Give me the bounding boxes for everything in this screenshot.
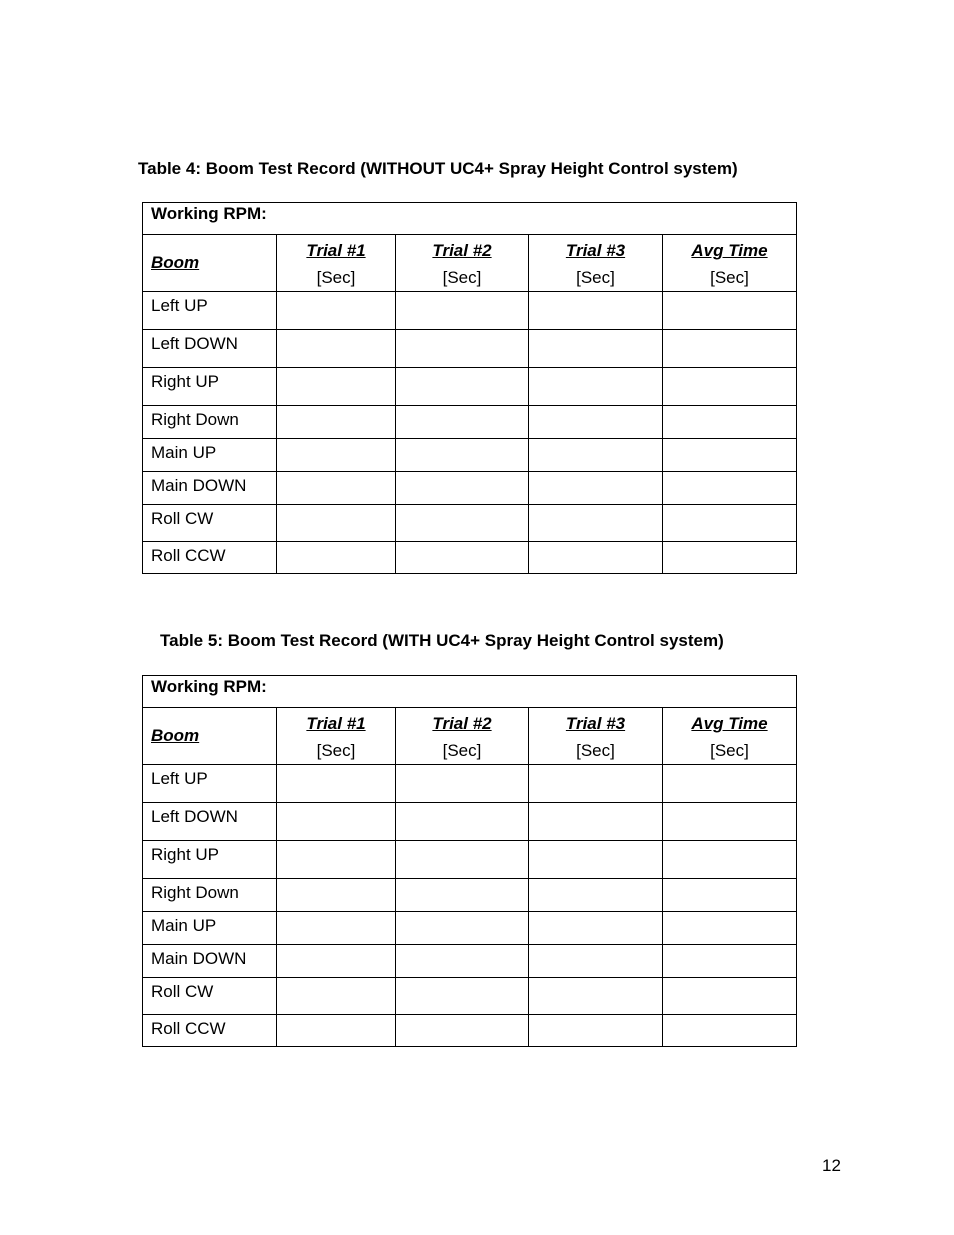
column-title: Avg Time xyxy=(691,714,768,733)
entry-cell[interactable] xyxy=(277,439,396,472)
working-rpm-label: Working RPM: xyxy=(143,676,797,708)
entry-cell[interactable] xyxy=(663,330,797,368)
entry-cell[interactable] xyxy=(277,879,396,912)
boom-column-header: Boom xyxy=(143,235,277,292)
row-label: Right UP xyxy=(143,368,277,406)
entry-cell[interactable] xyxy=(663,542,797,574)
column-title: Trial #2 xyxy=(432,241,492,260)
entry-cell[interactable] xyxy=(277,406,396,439)
row-label: Roll CW xyxy=(143,978,277,1015)
table-row xyxy=(143,292,797,330)
boom-column-header: Boom xyxy=(143,708,277,765)
entry-cell[interactable] xyxy=(663,472,797,505)
column-title: Trial #1 xyxy=(306,714,366,733)
table-row xyxy=(143,912,797,945)
table-row xyxy=(143,439,797,472)
entry-cell[interactable] xyxy=(396,292,529,330)
row-label: Main DOWN xyxy=(143,945,277,978)
entry-cell[interactable] xyxy=(663,978,797,1015)
entry-cell[interactable] xyxy=(396,406,529,439)
trial-2-header xyxy=(396,708,529,765)
table-row xyxy=(143,505,797,542)
column-title: Trial #3 xyxy=(565,714,626,733)
entry-cell[interactable] xyxy=(396,841,529,879)
entry-cell[interactable] xyxy=(396,542,529,574)
table-row xyxy=(143,406,797,439)
entry-cell[interactable] xyxy=(396,803,529,841)
table-row xyxy=(143,765,797,803)
table-row xyxy=(143,978,797,1015)
entry-cell[interactable] xyxy=(396,1015,529,1047)
table-row xyxy=(143,368,797,406)
entry-cell[interactable] xyxy=(529,879,663,912)
row-label: Roll CCW xyxy=(143,542,277,574)
column-unit: [Sec] xyxy=(442,268,482,287)
trial-3-header xyxy=(529,235,663,292)
row-label: Right Down xyxy=(143,406,277,439)
entry-cell[interactable] xyxy=(396,945,529,978)
column-unit: [Sec] xyxy=(576,741,615,760)
table-row xyxy=(143,1015,797,1047)
entry-cell[interactable] xyxy=(663,292,797,330)
table-row xyxy=(143,945,797,978)
entry-cell[interactable] xyxy=(529,978,663,1015)
entry-cell[interactable] xyxy=(529,1015,663,1047)
column-title: Avg Time xyxy=(691,241,768,260)
entry-cell[interactable] xyxy=(663,841,797,879)
column-unit: [Sec] xyxy=(710,741,749,760)
trial-3-header xyxy=(529,708,663,765)
column-title: Trial #3 xyxy=(565,241,626,260)
column-unit: [Sec] xyxy=(710,268,749,287)
table-row xyxy=(143,841,797,879)
entry-cell[interactable] xyxy=(529,368,663,406)
entry-cell[interactable] xyxy=(663,406,797,439)
entry-cell[interactable] xyxy=(277,803,396,841)
entry-cell[interactable] xyxy=(529,505,663,542)
avg-time-header xyxy=(663,708,797,765)
entry-cell[interactable] xyxy=(277,841,396,879)
entry-cell[interactable] xyxy=(663,505,797,542)
entry-cell[interactable] xyxy=(277,1015,396,1047)
table-row xyxy=(143,542,797,574)
entry-cell[interactable] xyxy=(396,505,529,542)
entry-cell[interactable] xyxy=(396,912,529,945)
entry-cell[interactable] xyxy=(529,765,663,803)
column-unit: [Sec] xyxy=(442,741,482,760)
table-row xyxy=(143,803,797,841)
column-title: Trial #1 xyxy=(306,241,366,260)
row-label: Right UP xyxy=(143,841,277,879)
entry-cell[interactable] xyxy=(529,803,663,841)
table-row xyxy=(143,330,797,368)
entry-cell[interactable] xyxy=(529,330,663,368)
entry-cell[interactable] xyxy=(277,505,396,542)
row-label: Left UP xyxy=(143,292,277,330)
row-label: Main DOWN xyxy=(143,472,277,505)
entry-cell[interactable] xyxy=(396,879,529,912)
entry-cell[interactable] xyxy=(396,368,529,406)
entry-cell[interactable] xyxy=(663,439,797,472)
column-unit: [Sec] xyxy=(316,741,356,760)
column-unit: [Sec] xyxy=(576,268,615,287)
entry-cell[interactable] xyxy=(277,330,396,368)
entry-cell[interactable] xyxy=(663,803,797,841)
table-5-caption: Table 5: Boom Test Record (WITH UC4+ Spray Height Control system) xyxy=(160,631,724,650)
row-label: Left DOWN xyxy=(143,803,277,841)
entry-cell[interactable] xyxy=(529,912,663,945)
entry-cell[interactable] xyxy=(396,439,529,472)
trial-2-header xyxy=(396,235,529,292)
entry-cell[interactable] xyxy=(663,368,797,406)
row-label: Left DOWN xyxy=(143,330,277,368)
working-rpm-label: Working RPM: xyxy=(143,203,797,235)
trial-1-header xyxy=(277,235,396,292)
entry-cell[interactable] xyxy=(396,765,529,803)
row-label: Main UP xyxy=(143,912,277,945)
row-label: Roll CCW xyxy=(143,1015,277,1047)
entry-cell[interactable] xyxy=(396,330,529,368)
table-row xyxy=(143,472,797,505)
row-label: Main UP xyxy=(143,439,277,472)
entry-cell[interactable] xyxy=(277,368,396,406)
table-5-boom-test-record xyxy=(142,675,797,1047)
entry-cell[interactable] xyxy=(529,439,663,472)
entry-cell[interactable] xyxy=(277,292,396,330)
entry-cell[interactable] xyxy=(529,406,663,439)
entry-cell[interactable] xyxy=(529,292,663,330)
entry-cell[interactable] xyxy=(277,542,396,574)
entry-cell[interactable] xyxy=(663,1015,797,1047)
entry-cell[interactable] xyxy=(277,765,396,803)
column-unit: [Sec] xyxy=(316,268,356,287)
table-4-caption: Table 4: Boom Test Record (WITHOUT UC4+ Spray Height Control system) xyxy=(138,159,738,178)
entry-cell[interactable] xyxy=(396,472,529,505)
entry-cell[interactable] xyxy=(663,765,797,803)
table-4-boom-test-record xyxy=(142,202,797,574)
row-label: Left UP xyxy=(143,765,277,803)
entry-cell[interactable] xyxy=(396,978,529,1015)
row-label: Right Down xyxy=(143,879,277,912)
entry-cell[interactable] xyxy=(663,879,797,912)
row-label: Roll CW xyxy=(143,505,277,542)
table-row xyxy=(143,879,797,912)
entry-cell[interactable] xyxy=(529,945,663,978)
entry-cell[interactable] xyxy=(277,978,396,1015)
entry-cell[interactable] xyxy=(663,945,797,978)
entry-cell[interactable] xyxy=(529,542,663,574)
entry-cell[interactable] xyxy=(529,841,663,879)
avg-time-header xyxy=(663,235,797,292)
trial-1-header xyxy=(277,708,396,765)
column-title: Trial #2 xyxy=(432,714,492,733)
entry-cell[interactable] xyxy=(663,912,797,945)
entry-cell[interactable] xyxy=(277,912,396,945)
page-number: 12 xyxy=(822,1156,841,1175)
entry-cell[interactable] xyxy=(529,472,663,505)
entry-cell[interactable] xyxy=(277,472,396,505)
entry-cell[interactable] xyxy=(277,945,396,978)
